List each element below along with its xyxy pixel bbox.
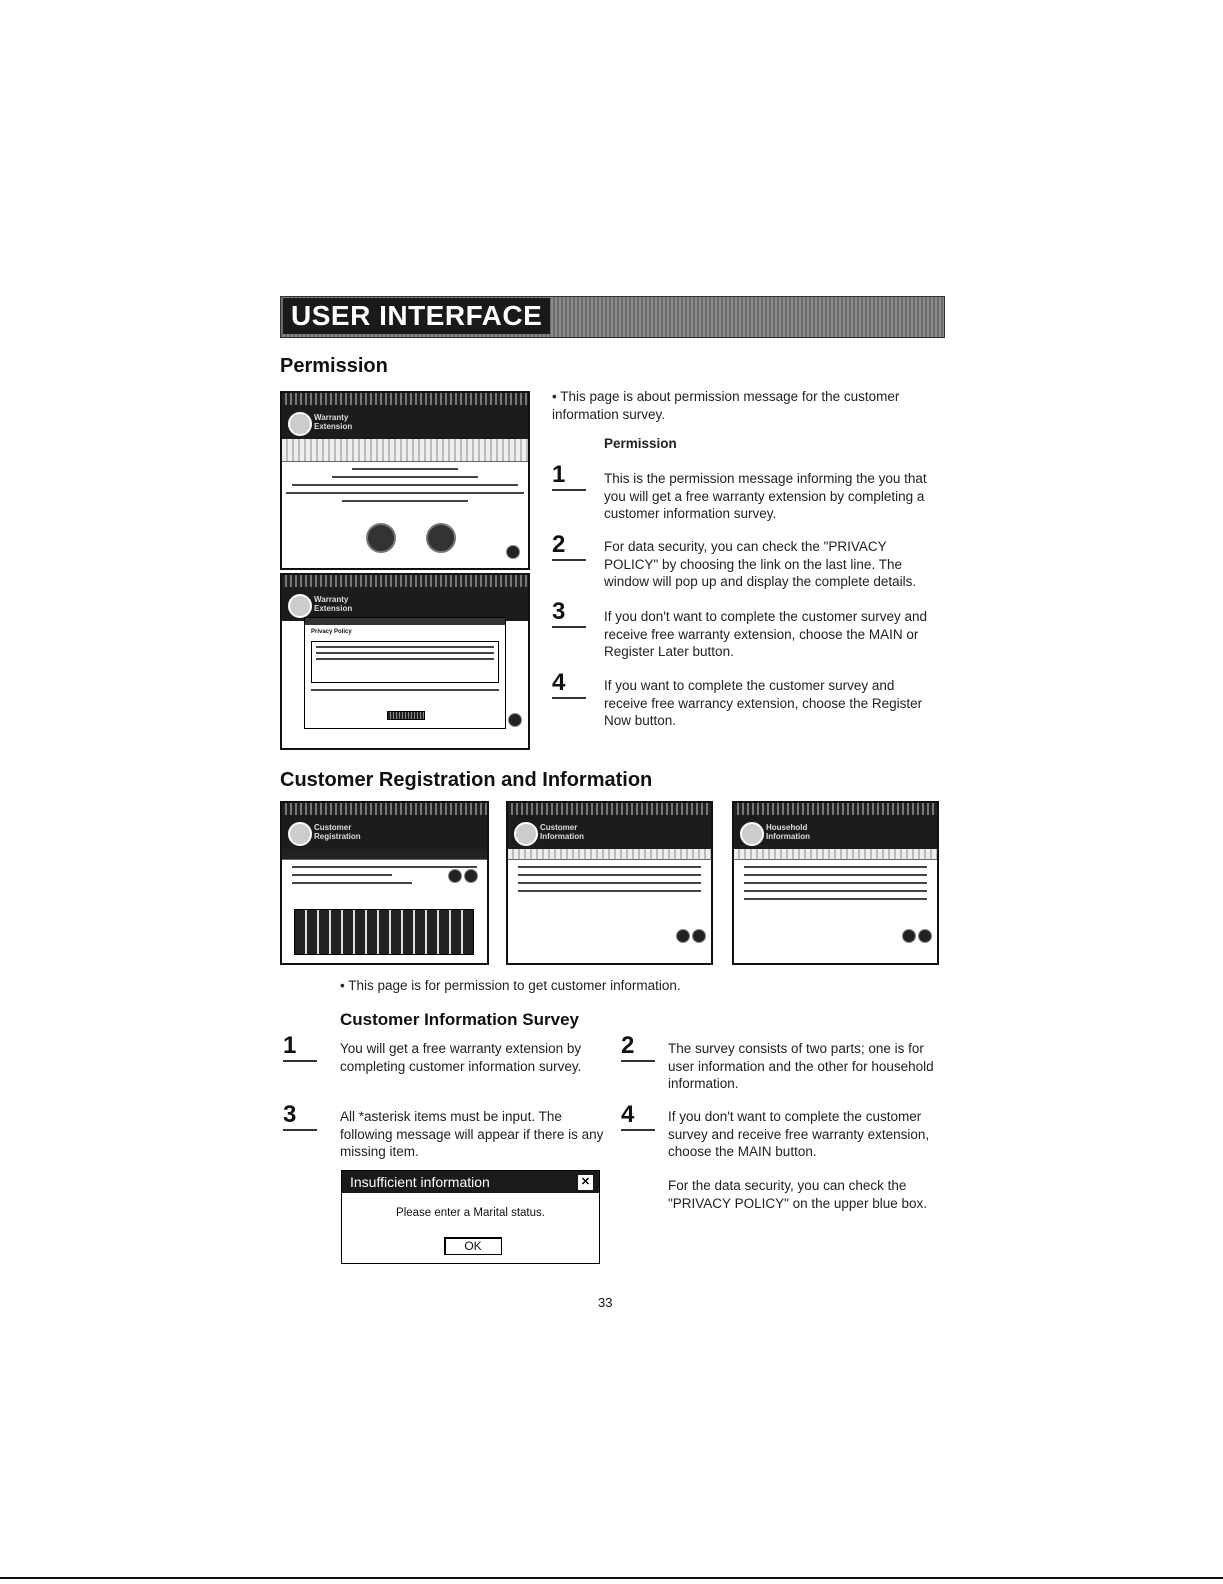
window-header [282, 815, 487, 849]
step-text: If you don't want to complete the customer survey and receive free warranty extension, choose the MAIN button. [668, 1109, 930, 1159]
permission-subheading: Permission [604, 436, 677, 451]
step-text: You will get a free warranty extension by completing customer information survey. [340, 1041, 582, 1074]
customer-information-screenshot [506, 801, 713, 965]
step-text: For data security, you can check the "PRIVACY POLICY" by choosing the link on the last line. The window will pop up and display the complete details. [604, 539, 917, 589]
nav-strip [734, 849, 937, 860]
popup-text-area [311, 641, 499, 683]
popup-titlebar [305, 618, 505, 625]
brand-logo-icon [514, 822, 538, 846]
nav-strip [282, 849, 487, 860]
step-number: 3 [283, 1103, 317, 1131]
next-icon[interactable] [508, 713, 522, 727]
form-fields [508, 866, 711, 892]
next-icon[interactable] [918, 929, 932, 943]
step-text: If you want to complete the customer survey and receive free warrancy extension, choose the Register Now button. [604, 678, 923, 728]
step-number: 2 [621, 1034, 655, 1062]
step-number: 4 [621, 1103, 655, 1131]
next-icon[interactable] [506, 545, 520, 559]
next-icon[interactable] [692, 929, 706, 943]
customer-registration-screenshot [280, 801, 489, 965]
dialog-message: Please enter a Marital status. [396, 1207, 545, 1219]
insufficient-info-dialog [341, 1170, 600, 1264]
window-header-text: Household Information [766, 823, 810, 841]
permission-screenshot [280, 391, 530, 570]
brand-logo-icon [288, 822, 312, 846]
back-icon[interactable] [676, 929, 690, 943]
step-number: 4 [552, 671, 586, 699]
window-header [734, 815, 937, 849]
permission-message-lines [282, 468, 528, 502]
household-information-screenshot [732, 801, 939, 965]
window-header [508, 815, 711, 849]
popup-close-button[interactable] [387, 711, 425, 720]
window-header [282, 587, 528, 621]
close-icon[interactable]: ✕ [578, 1175, 593, 1190]
section-banner [280, 296, 945, 338]
step-text: The survey consists of two parts; one is for user information and the other for household information. [668, 1041, 934, 1091]
window-titlebar [282, 393, 528, 405]
window-titlebar [508, 803, 711, 815]
step-text: All *asterisk items must be input. The following message will appear if there is any missing item. [340, 1109, 604, 1159]
registration-heading: Customer Registration and Information [280, 769, 653, 791]
step-number: 3 [552, 600, 586, 628]
window-titlebar [282, 803, 487, 815]
banner-title: USER INTERFACE [283, 298, 550, 334]
step-text: If you don't want to complete the customer survey and receive free warranty extension, choose the MAIN or Register Later button. [604, 609, 927, 659]
form-fields [734, 866, 937, 900]
ok-button[interactable]: OK [444, 1237, 502, 1255]
step-number: 1 [283, 1034, 317, 1062]
privacy-popup [304, 617, 506, 729]
next-icon[interactable] [464, 869, 478, 883]
nav-strip [282, 439, 528, 462]
privacy-policy-screenshot [280, 573, 530, 750]
dialog-title: Insufficient information [350, 1174, 490, 1190]
brand-logo-icon [288, 594, 312, 618]
register-button[interactable] [426, 523, 456, 553]
step-number: 1 [552, 463, 586, 491]
page-number: 33 [598, 1295, 613, 1310]
step-number: 2 [552, 533, 586, 561]
popup-extra-lines [305, 689, 505, 691]
window-header-text: Customer Information [540, 823, 584, 841]
main-button[interactable] [366, 523, 396, 553]
dialog-titlebar [342, 1171, 599, 1193]
permission-heading: Permission [280, 355, 388, 377]
window-titlebar [734, 803, 937, 815]
permission-intro: • This page is about permission message for the customer information survey. [552, 389, 900, 422]
survey-subheading: Customer Information Survey [340, 1010, 579, 1029]
brand-logo-icon [288, 412, 312, 436]
registration-intro: • This page is for permission to get customer information. [340, 978, 681, 993]
step-text: This is the permission message informing the you that you will get a free warranty extension by completing a customer information survey. [604, 471, 927, 521]
privacy-note: For the data security, you can check the "PRIVACY POLICY" on the upper blue box. [668, 1178, 927, 1211]
window-header-text: Warranty Extension [314, 413, 353, 431]
nav-strip [508, 849, 711, 860]
popup-title: Privacy Policy [311, 629, 352, 635]
window-header [282, 405, 528, 439]
onscreen-keyboard[interactable] [294, 909, 474, 955]
window-header-text: Customer Registration [314, 823, 361, 841]
footer-divider [0, 1577, 1223, 1579]
back-icon[interactable] [902, 929, 916, 943]
back-icon[interactable] [448, 869, 462, 883]
window-titlebar [282, 575, 528, 587]
brand-logo-icon [740, 822, 764, 846]
window-header-text: Warranty Extension [314, 595, 353, 613]
